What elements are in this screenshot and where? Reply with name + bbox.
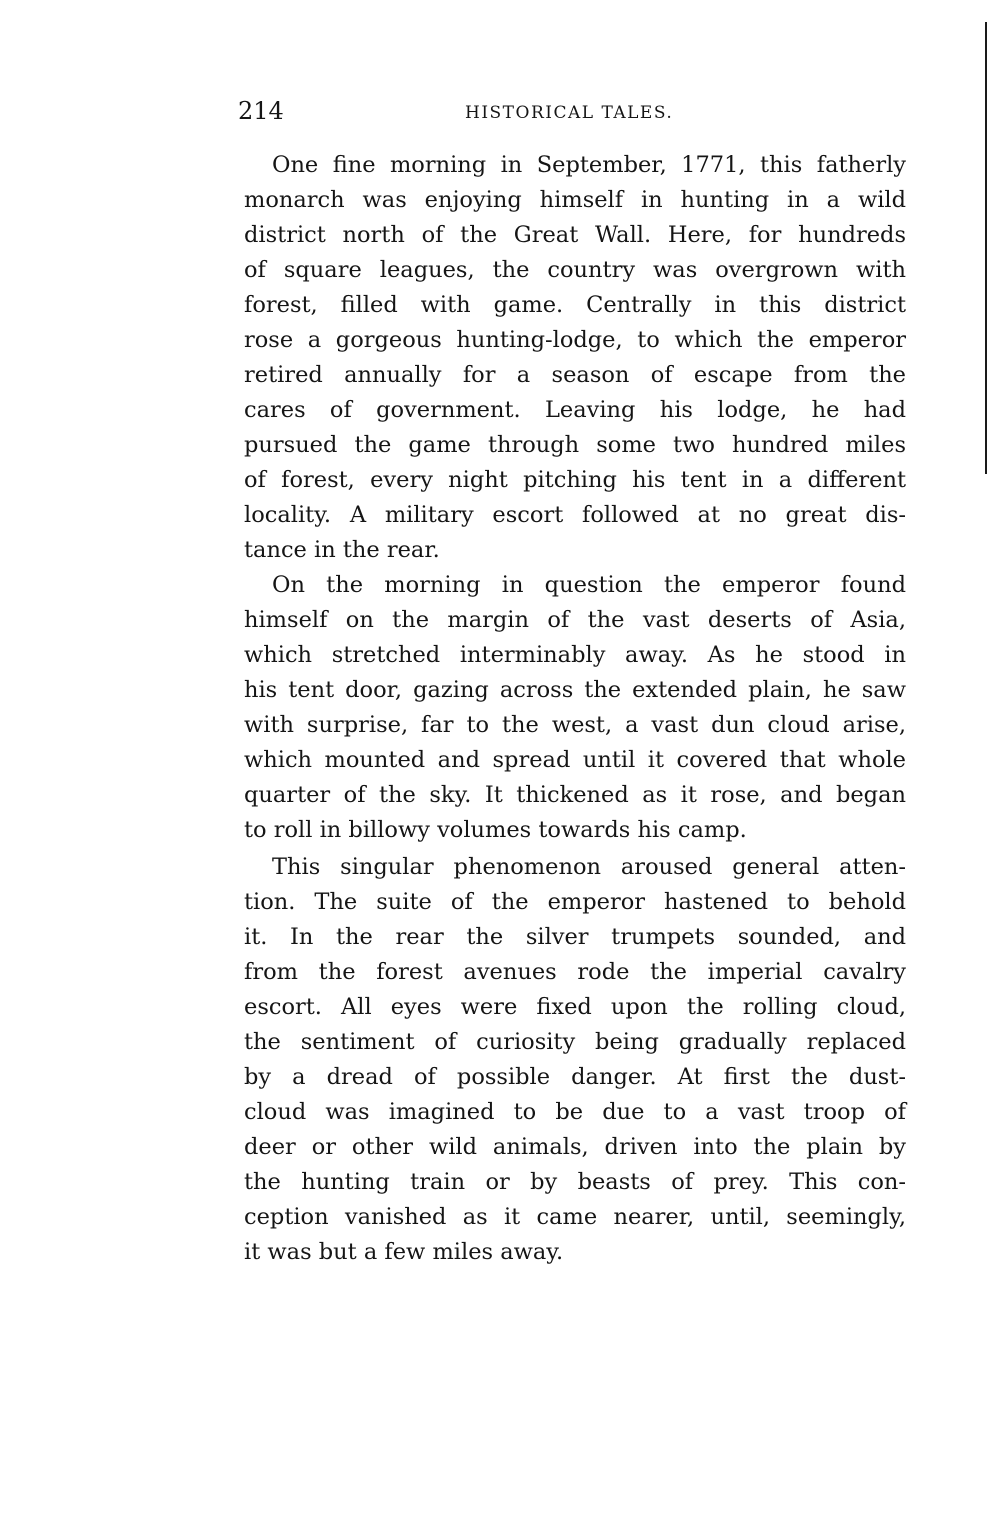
text-line: pursued the game through some two hundred miles xyxy=(244,432,906,458)
running-title: HISTORICAL TALES. xyxy=(465,103,674,123)
text-line: to roll in billowy volumes towards his camp. xyxy=(244,817,747,843)
page-number: 214 xyxy=(238,97,284,125)
text-line: cares of government. Leaving his lodge, he had xyxy=(244,397,906,423)
text-line: locality. A military escort followed at no great dis- xyxy=(244,502,906,528)
text-line: district north of the Great Wall. Here, for hundreds xyxy=(244,222,906,248)
text-line: with surprise, far to the west, a vast dun cloud arise, xyxy=(244,712,906,738)
text-line: his tent door, gazing across the extended plain, he saw xyxy=(244,677,906,703)
text-line: One fine morning in September, 1771, this fatherly xyxy=(272,152,906,178)
text-line: which mounted and spread until it covered that whole xyxy=(244,747,906,773)
text-line: which stretched interminably away. As he stood in xyxy=(244,642,906,668)
text-line: it. In the rear the silver trumpets sounded, and xyxy=(244,924,906,950)
text-line: by a dread of possible danger. At first the dust- xyxy=(244,1064,906,1090)
text-line: escort. All eyes were fixed upon the rolling cloud, xyxy=(244,994,906,1020)
text-line: This singular phenomenon aroused general atten- xyxy=(272,854,906,880)
text-line: of forest, every night pitching his tent in a different xyxy=(244,467,906,493)
text-line: from the forest avenues rode the imperial cavalry xyxy=(244,959,906,985)
text-line: retired annually for a season of escape from the xyxy=(244,362,906,388)
text-line: of square leagues, the country was overgrown with xyxy=(244,257,906,283)
text-line: rose a gorgeous hunting-lodge, to which the emperor xyxy=(244,327,906,353)
text-line: forest, filled with game. Centrally in this district xyxy=(244,292,906,318)
text-line: deer or other wild animals, driven into the plain by xyxy=(244,1134,906,1160)
text-line: ception vanished as it came nearer, until, seemingly, xyxy=(244,1204,906,1230)
text-line: the hunting train or by beasts of prey. This con- xyxy=(244,1169,906,1195)
text-line: tance in the rear. xyxy=(244,537,440,563)
text-line: himself on the margin of the vast deserts of Asia, xyxy=(244,607,906,633)
text-line: the sentiment of curiosity being gradually replaced xyxy=(244,1029,906,1055)
text-line: monarch was enjoying himself in hunting in a wild xyxy=(244,187,906,213)
text-line: it was but a few miles away. xyxy=(244,1239,564,1265)
text-line: cloud was imagined to be due to a vast troop of xyxy=(244,1099,906,1125)
text-line: On the morning in question the emperor found xyxy=(272,572,906,598)
text-line: tion. The suite of the emperor hastened to behold xyxy=(244,889,906,915)
page-edge-rule xyxy=(985,22,987,474)
text-line: quarter of the sky. It thickened as it rose, and began xyxy=(244,782,906,808)
